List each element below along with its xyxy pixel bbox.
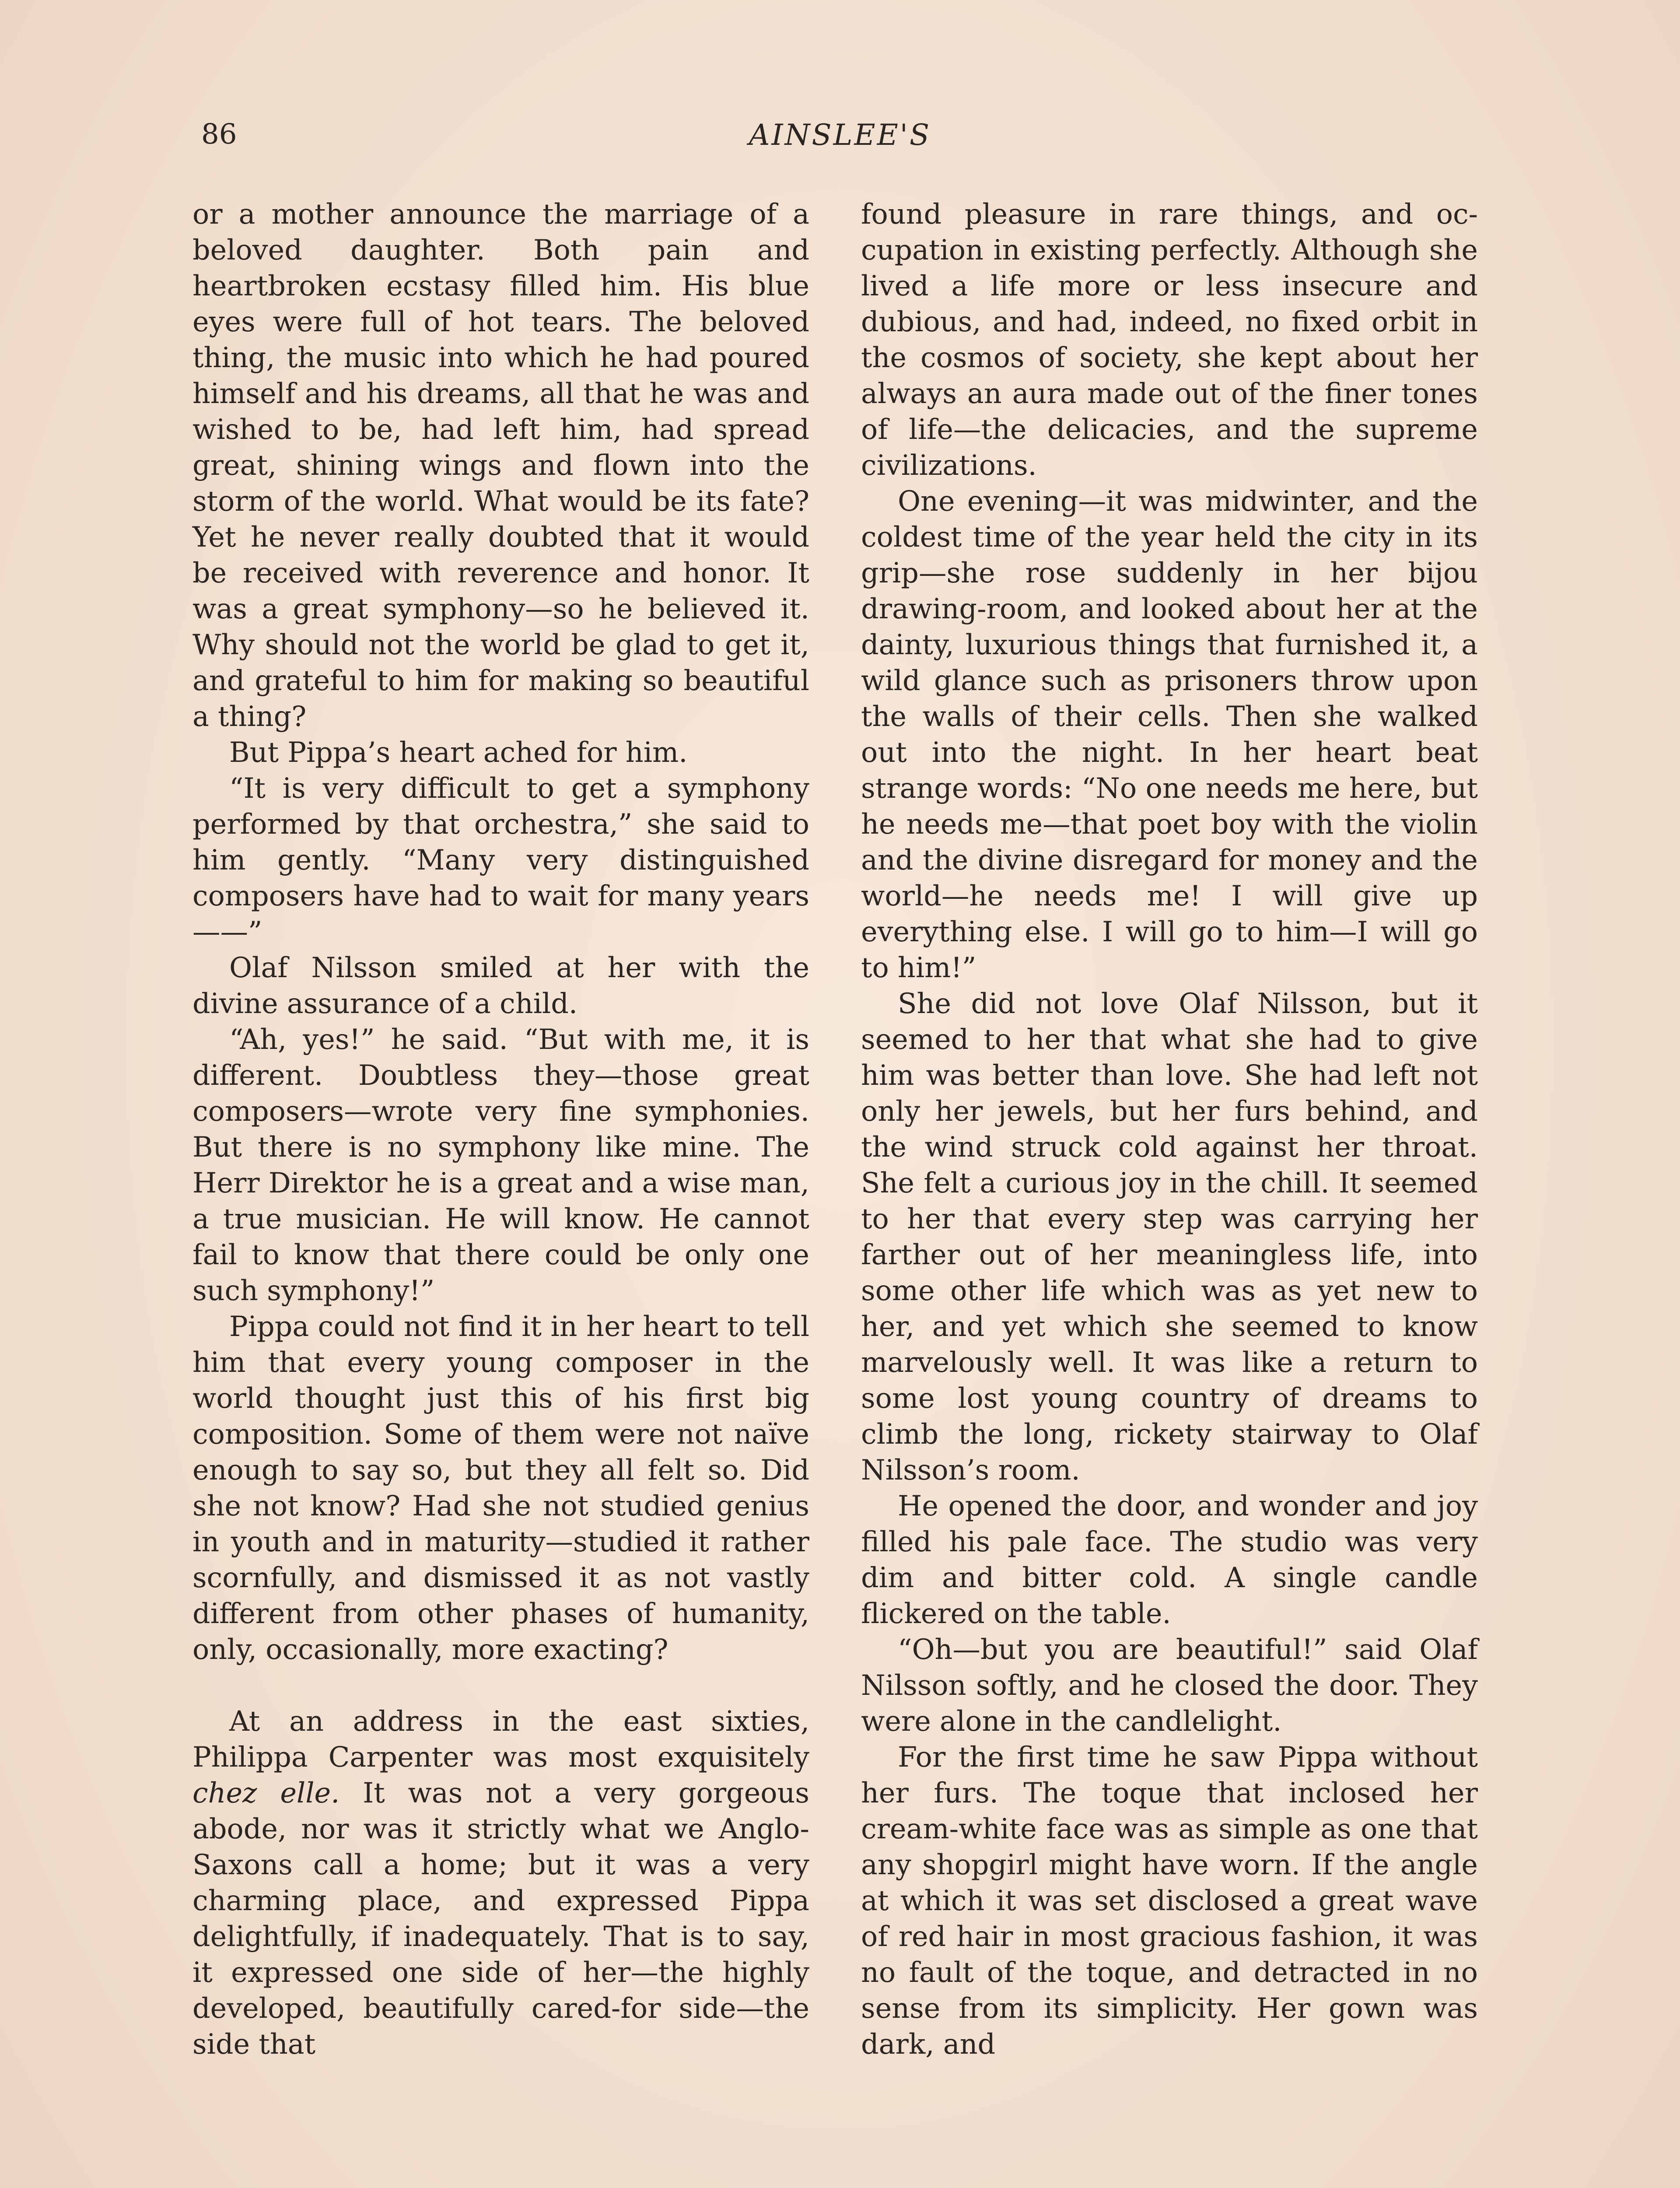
left-column [192,196,809,2062]
paragraph: For the first time he saw Pippa without her furs. The toque that inclosed her cream-white face was as simple as one that any shopgirl might have worn. If the angle at which it was set disclosed a great wave of red hair in most gracious fashion, it was no fault of the toque, and detracted in no sense from its simplicity. Her gown was dark, and [861,1741,1478,2060]
paragraph: She did not love Olaf Nilsson, but it seemed to her that what she had to give him was better than love. She had left not only her jewels, but her furs behind, and the wind struck cold against her throat. She felt a curious joy in the chill. It seemed to her that every step was carrying her farther out of her meaningless life, into some other life which was as yet new to her, and yet which she seemed to know marvelously well. It was like a return to some lost young country of dreams to climb the long, rickety stairway to Olaf Nilsson’s room. [861,987,1478,1486]
italic-phrase: chez elle. [192,1777,340,1809]
paragraph: found pleasure in rare things, and occupation in existing perfectly. Although she lived a life more or less insecure and dubious, and had, indeed, no fixed orbit in the cosmos of society, she kept about her always an aura made out of the finer tones of life—the delicacies, and the supreme civilizations. [861,198,1478,481]
section-opening-paragraph [192,1703,809,2062]
paragraph: Olaf Nilsson smiled at her with the divine assurance of a child. [192,951,809,1020]
page-number: 86 [201,118,237,151]
page-header [192,118,1488,166]
paragraph: Pippa could not find it in her heart to tell him that every young composer in the world thought just this of his first big composition. Some of them were not naïve enough to say so, but they all felt so. Did she not know? Had she not studied genius in youth and in maturity—studied it rather scornfully, and dismissed it as not vastly different from other phases of humanity, only, occasionally, more exacting? [192,1310,809,1666]
right-column [861,196,1478,2062]
text-run: At an address in the east sixties, Philippa Carpenter was most exquisitely [192,1705,809,1773]
paragraph: He opened the door, and wonder and joy filled his pale face. The studio was very dim and bitter cold. A single candle flickered on the table. [861,1490,1478,1630]
paragraph: or a mother announce the marriage of a beloved daughter. Both pain and heartbroken ecstasy filled him. His blue eyes were full of hot tears. The beloved thing, the music into which he had poured himself and his dreams, all that he was and wished to be, had left him, had spread great, shining wings and flown into the storm of the world. What would be its fate? Yet he never really doubted that it would be received with reverence and honor. It was a great symphony—so he believed it. Why should not the world be glad to get it, and grateful to him for making so beautiful a thing? [192,198,809,733]
paragraph: “It is very difficult to get a symphony performed by that orchestra,” she said to him gently. “Many very distinguished composers have had to wait for many years——” [192,772,809,948]
text-run: It was not a very gorgeous abode, nor was it strictly what we Anglo-Saxons call a home; but it was a very charming place, and expressed Pippa delightfully, if inadequately. That is to say, it expressed one side of her—the highly developed, beautifully cared-for side—the side that [192,1777,809,2060]
running-title: AINSLEE'S [749,118,931,152]
paragraph: “Ah, yes!” he said. “But with me, it is different. Doubtless they—those great composers—wrote very fine symphonies. But there is no symphony like mine. The Herr Direktor he is a great and a wise man, a true musician. He will know. He cannot fail to know that there could be only one such symphony!” [192,1023,809,1307]
paragraph: But Pippa’s heart ached for him. [229,736,688,768]
paragraph: “Oh—but you are beautiful!” said Olaf Nilsson softly, and he closed the door. They were alone in the candlelight. [861,1633,1478,1737]
paragraph: One evening—it was midwinter, and the coldest time of the year held the city in its grip—she rose suddenly in her bijou drawing-room, and looked about her at the dainty, luxurious things that furnished it, a wild glance such as prisoners throw upon the walls of their cells. Then she walked out into the night. In her heart beat strange words: “No one needs me here, but he needs me—that poet boy with the violin and the divine disregard for money and the world—he needs me! I will give up everything else. I will go to him—I will go to him!” [861,485,1478,984]
